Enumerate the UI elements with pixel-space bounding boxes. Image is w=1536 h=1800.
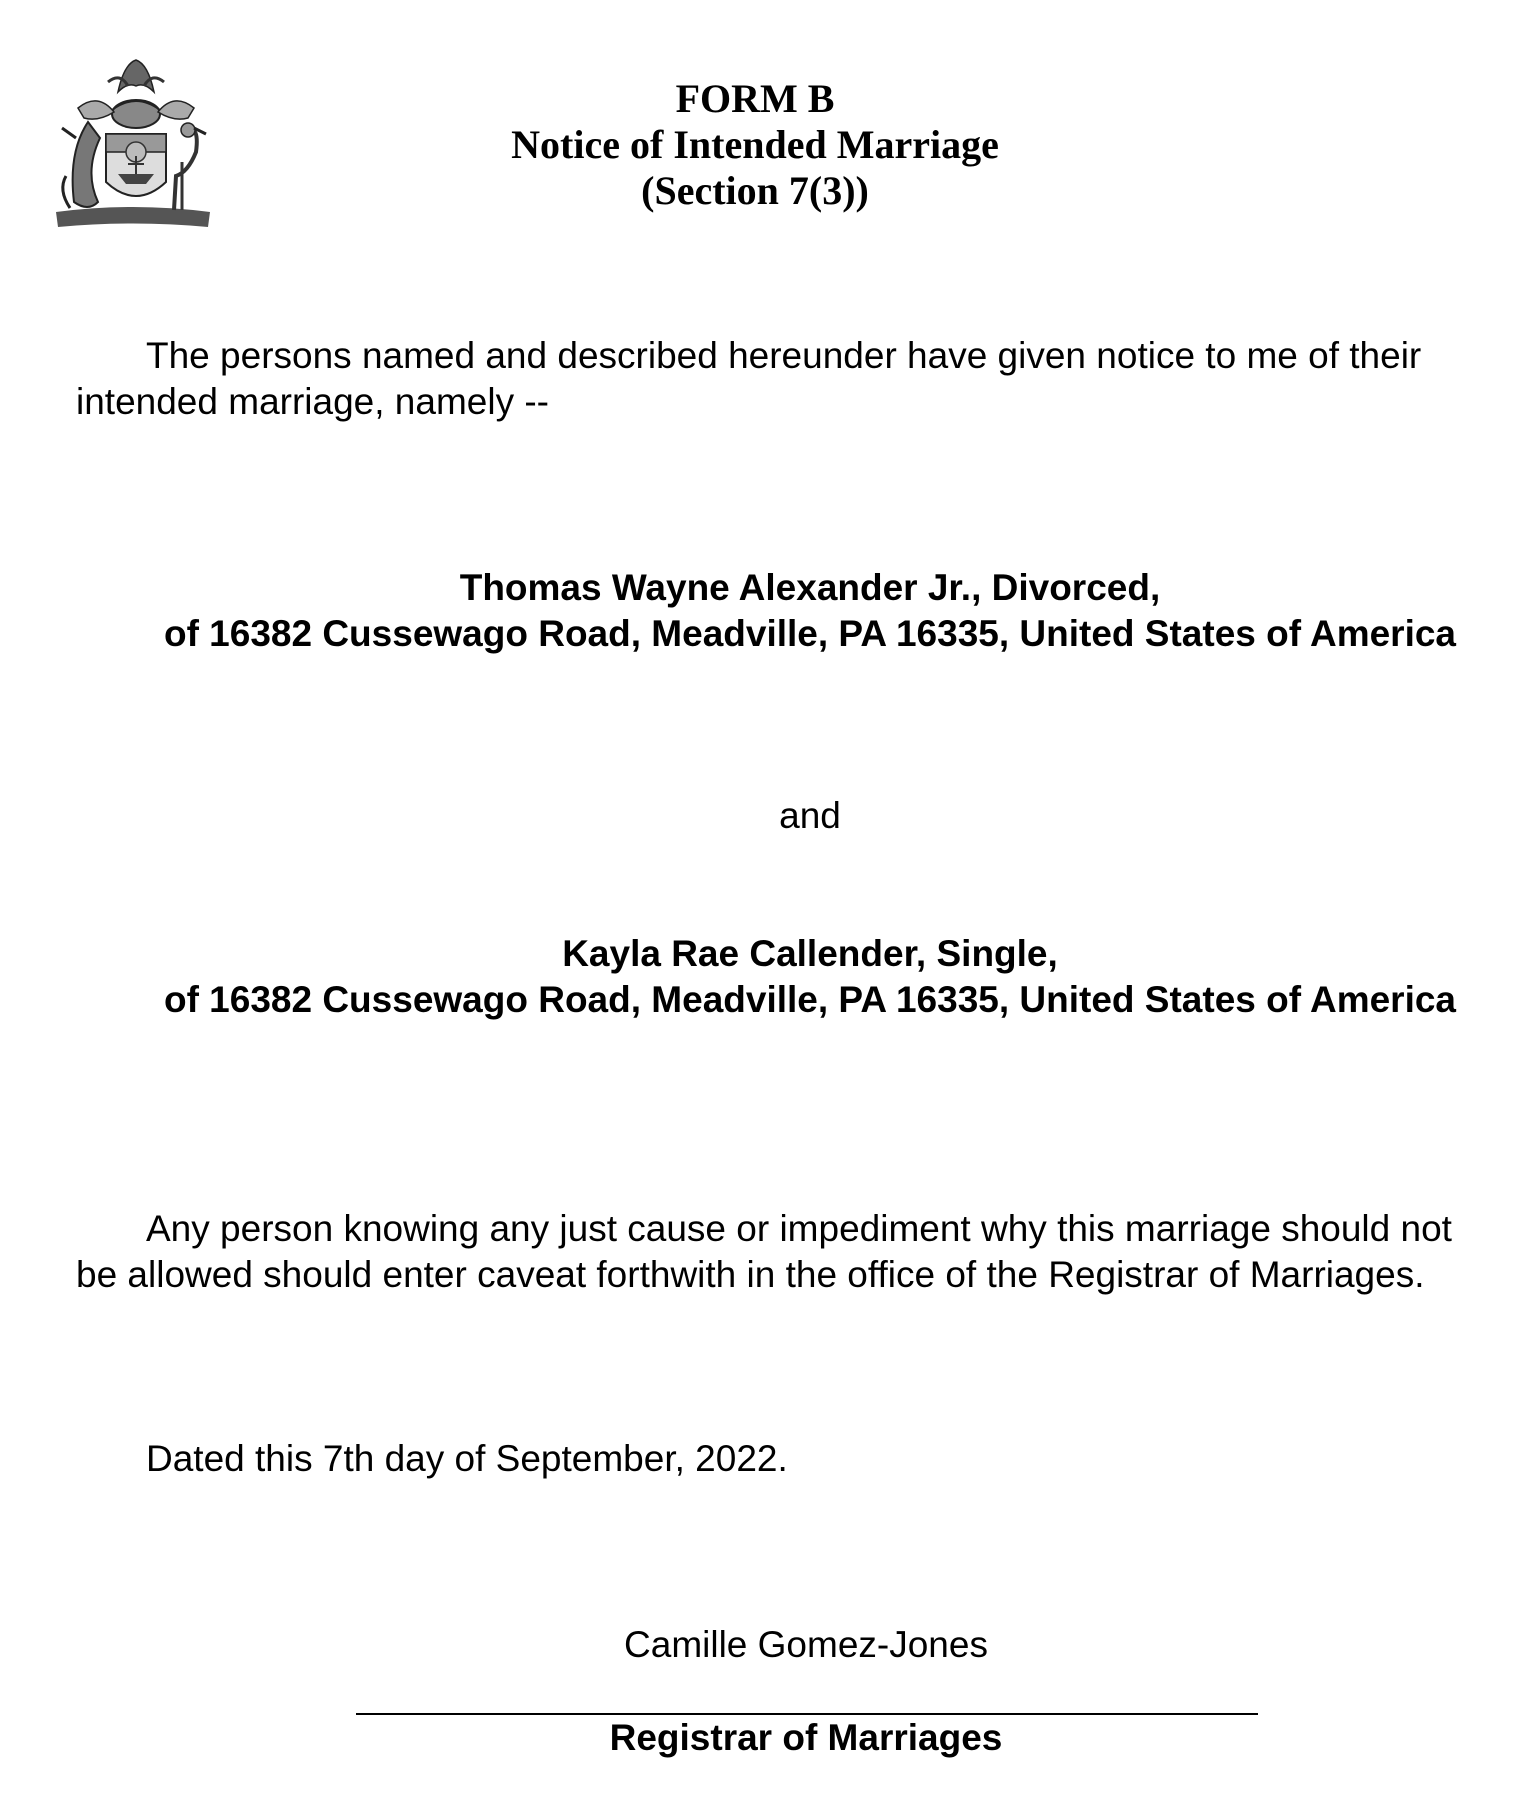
form-title: Notice of Intended Marriage [511, 122, 999, 167]
form-section: (Section 7(3)) [641, 168, 869, 213]
conjunction: and [779, 795, 841, 836]
party-two [110, 931, 1510, 1023]
party-one [110, 565, 1510, 657]
coat-of-arms-icon [48, 52, 218, 234]
party-two-address: of 16382 Cussewago Road, Meadville, PA 16335, United States of America [163, 979, 1457, 1020]
form-label: FORM B [675, 76, 835, 121]
signature-name: Camille Gomez-Jones [624, 1624, 988, 1665]
party-one-address: of 16382 Cussewago Road, Meadville, PA 16335, United States of America [163, 613, 1457, 654]
intro-paragraph: The persons named and described hereunder have given notice to me of their intended marriage, namely -- [76, 335, 1422, 422]
form-header [340, 76, 1170, 214]
caveat-paragraph: Any person knowing any just cause or impediment why this marriage should not be allowed should enter caveat forthwith in the office of the Registrar of Marriages. [76, 1208, 1452, 1295]
party-one-name: Thomas Wayne Alexander Jr., Divorced, [459, 567, 1161, 608]
party-two-name: Kayla Rae Callender, Single, [562, 933, 1058, 974]
dated-line: Dated this 7th day of September, 2022. [146, 1438, 788, 1479]
signature-title: Registrar of Marriages [609, 1717, 1003, 1758]
